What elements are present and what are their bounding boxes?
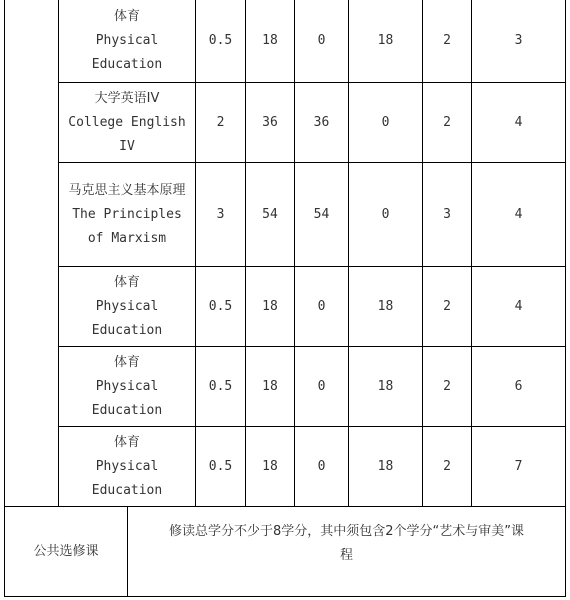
- credits-cell: 0.5: [208, 458, 233, 474]
- elective-note-line: 修读总学分不少于8学分，其中须包含2个学分“艺术与审美”课: [168, 524, 524, 539]
- course-name-zh: 马克思主义基本原理: [68, 182, 186, 198]
- course-name-en: Education: [91, 482, 163, 498]
- course-name-cell: [59, 347, 195, 426]
- semester-cell: 7: [514, 458, 523, 474]
- course-name-en: Education: [91, 322, 163, 338]
- practice-hours-cell: 18: [377, 298, 394, 314]
- credits-cell: 0.5: [208, 33, 233, 48]
- course-name-cell: [59, 427, 195, 506]
- lecture-hours-cell: 0: [317, 458, 326, 474]
- credits-cell: 0.5: [208, 298, 233, 314]
- course-name-en: Education: [91, 402, 163, 418]
- elective-note-line: 程: [339, 548, 353, 563]
- elective-category-label: 公共选修课: [33, 543, 99, 559]
- practice-hours-cell: 0: [381, 114, 390, 130]
- table-border-right: [565, 0, 566, 597]
- course-name-en: Physical: [95, 298, 159, 314]
- total-hours-cell: 54: [262, 206, 278, 222]
- course-name-en: of Marxism: [87, 230, 167, 246]
- credits-cell: 2: [216, 114, 225, 130]
- practice-hours-cell: 18: [377, 458, 394, 474]
- course-name-en: Physical: [95, 378, 159, 394]
- course-name-cell: [59, 163, 195, 266]
- lecture-hours-cell: 54: [313, 206, 330, 222]
- course-name-en: Physical: [95, 33, 159, 48]
- total-hours-cell: 36: [262, 114, 278, 130]
- credits-cell: 0.5: [208, 378, 233, 394]
- semester-cell: 3: [514, 33, 523, 48]
- weekly-hours-cell: 3: [443, 206, 451, 222]
- lecture-hours-cell: 0: [317, 378, 326, 394]
- course-name-zh: 体育: [113, 274, 140, 290]
- total-hours-cell: 18: [262, 33, 278, 48]
- weekly-hours-cell: 2: [443, 33, 451, 48]
- table-border-bottom: [4, 596, 566, 597]
- weekly-hours-cell: 2: [443, 378, 451, 394]
- course-name-zh: 大学英语IV: [94, 90, 160, 106]
- course-name-en: The Principles: [72, 206, 182, 222]
- course-name-cell: [59, 267, 195, 346]
- total-hours-cell: 18: [262, 458, 278, 474]
- semester-cell: 4: [514, 206, 523, 222]
- total-hours-cell: 18: [262, 298, 278, 314]
- semester-cell: 6: [514, 378, 523, 394]
- course-name-en: IV: [119, 138, 135, 154]
- semester-cell: 4: [514, 298, 523, 314]
- semester-cell: 4: [514, 114, 523, 130]
- course-name-cell: [59, 0, 195, 82]
- lecture-hours-cell: 0: [317, 33, 326, 48]
- course-name-zh: 体育: [113, 354, 140, 370]
- practice-hours-cell: 18: [377, 378, 394, 394]
- practice-hours-cell: 0: [381, 206, 390, 222]
- weekly-hours-cell: 2: [443, 298, 451, 314]
- total-hours-cell: 18: [262, 378, 278, 394]
- course-name-en: College English: [68, 114, 186, 130]
- course-name-cell: [59, 83, 195, 162]
- course-name-en: Education: [91, 57, 163, 72]
- course-name-zh: 体育: [113, 434, 140, 450]
- credits-cell: 3: [216, 206, 225, 222]
- weekly-hours-cell: 2: [443, 458, 451, 474]
- elective-requirement-note: [128, 520, 565, 568]
- lecture-hours-cell: 0: [317, 298, 326, 314]
- course-name-zh: 体育: [113, 9, 140, 24]
- lecture-hours-cell: 36: [313, 114, 330, 130]
- practice-hours-cell: 18: [377, 33, 394, 48]
- weekly-hours-cell: 2: [443, 114, 451, 130]
- course-name-en: Physical: [95, 458, 159, 474]
